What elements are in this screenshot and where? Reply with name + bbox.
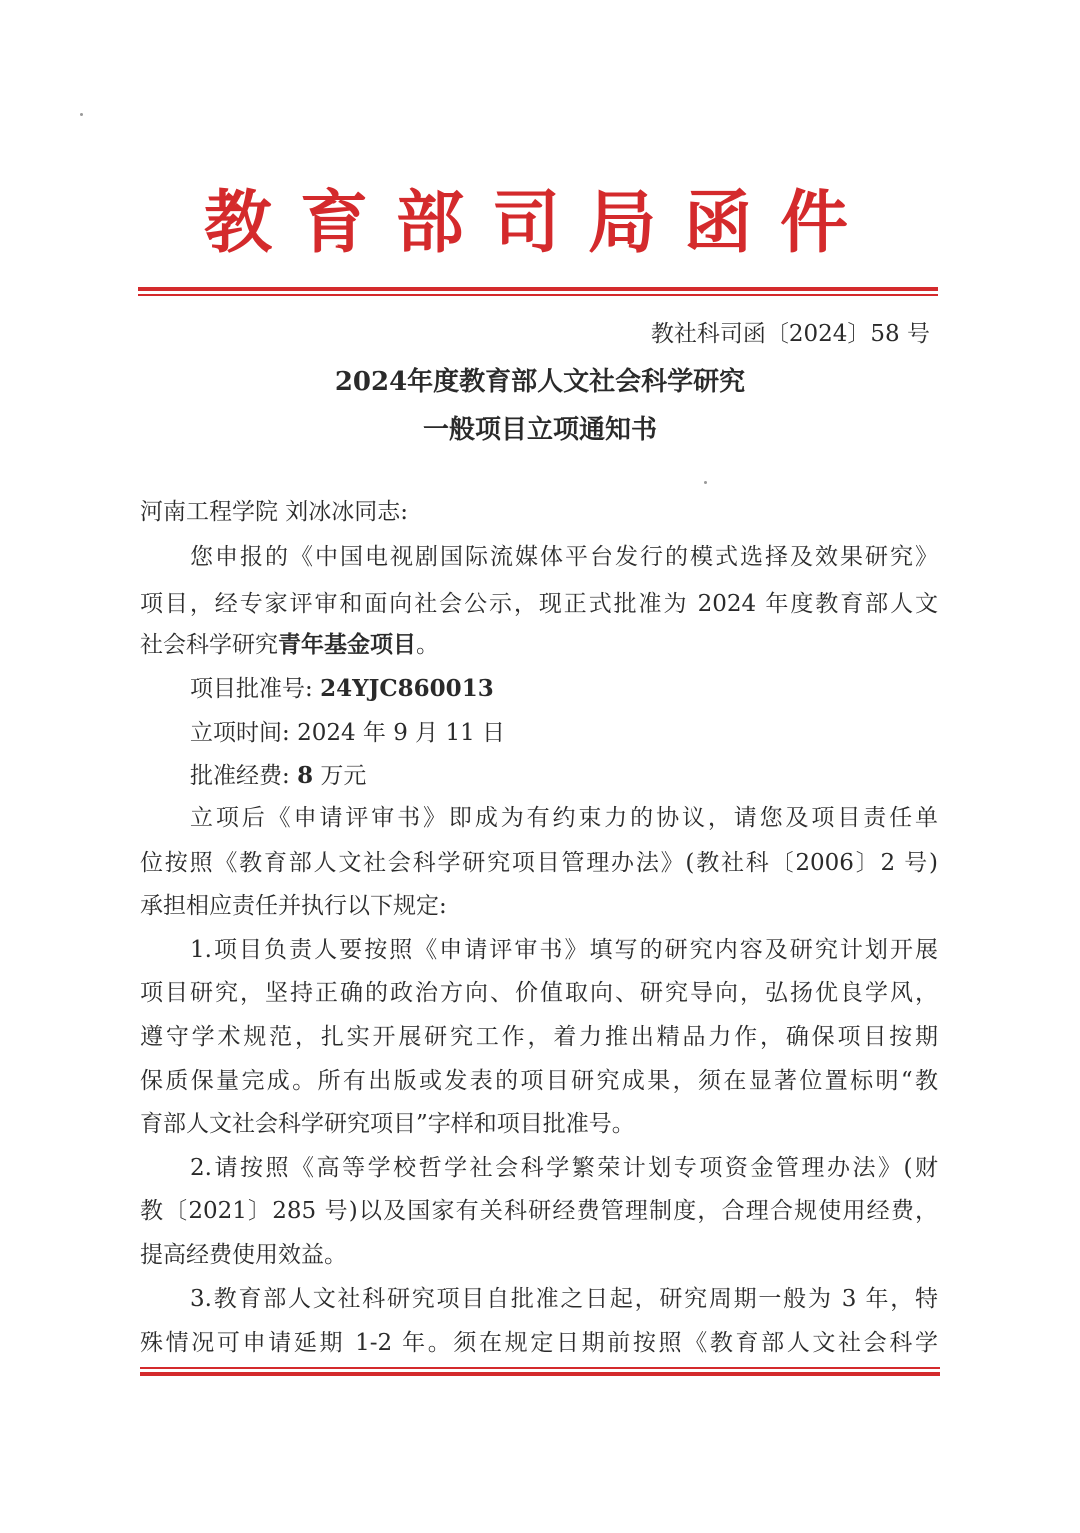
body-line: 3.教育部人文社科研究项目自批准之日起，研究周期一般为 3 年，特 <box>190 1286 938 1312</box>
body-line: 项目，经专家评审和面向社会公示，现正式批准为 2024 年度教育部人文 <box>140 591 938 617</box>
approval-number-value: 24YJC860013 <box>320 675 494 702</box>
notice-title-line-2: 一般项目立项通知书 <box>422 415 657 445</box>
body-line: 位按照《教育部人文社会科学研究项目管理办法》(教社科〔2006〕2 号) <box>140 850 938 876</box>
body-line: 项目研究，坚持正确的政治方向、价值取向、研究导向，弘扬优良学风， <box>140 980 938 1006</box>
body-line: 立项后《申请评审书》即成为有约束力的协议，请您及项目责任单 <box>190 805 938 831</box>
body-line: 2.请按照《高等学校哲学社会科学繁荣计划专项资金管理办法》(财 <box>190 1155 938 1181</box>
document-number: 教社科司函〔2024〕58 号 <box>650 321 930 347</box>
letterhead-rule-top <box>138 287 938 299</box>
approval-date-value: 2024 年 9 月 11 日 <box>297 720 506 746</box>
body-line: 保质保量完成。所有出版或发表的项目研究成果，须在显著位置标明“教 <box>140 1068 938 1094</box>
letterhead-title: 教育部司局函件 <box>203 183 876 263</box>
addressee: 河南工程学院 刘冰冰同志: <box>140 499 409 525</box>
body-line: 育部人文社会科学研究项目”字样和项目批准号。 <box>140 1111 635 1137</box>
approval-date-label: 立项时间: <box>190 720 290 746</box>
notice-title <box>140 358 940 454</box>
body-line: 您申报的《中国电视剧国际流媒体平台发行的模式选择及效果研究》 <box>190 544 938 570</box>
body-line: 教〔2021〕285 号)以及国家有关科研经费管理制度，合理合规使用经费， <box>140 1198 938 1224</box>
funding-value: 8 <box>297 762 314 789</box>
funding-row <box>190 758 938 794</box>
approval-number-label: 项目批准号: <box>190 676 313 702</box>
funding-label: 批准经费: <box>190 763 290 789</box>
notice-title-line-1: 2024年度教育部人文社会科学研究 <box>334 367 746 397</box>
body-line: 殊情况可申请延期 1-2 年。须在规定日期前按照《教育部人文社会科学 <box>140 1330 938 1356</box>
body-line: 承担相应责任并执行以下规定: <box>140 893 447 919</box>
body-text: 社会科学研究 <box>140 632 278 658</box>
body-line: 提高经费使用效益。 <box>140 1242 347 1268</box>
funding-unit: 万元 <box>320 763 367 789</box>
project-category: 青年基金项目 <box>278 631 416 658</box>
body-line: 1.项目负责人要按照《申请评审书》填写的研究内容及研究计划开展 <box>190 937 938 963</box>
letterhead-rule-bottom <box>140 1367 940 1379</box>
approval-number-row <box>190 671 938 707</box>
scan-speck <box>80 113 83 116</box>
scan-speck <box>704 481 707 484</box>
approval-date-row <box>190 715 938 751</box>
body-line <box>140 627 938 663</box>
body-text: 。 <box>416 632 439 658</box>
body-line: 遵守学术规范，扎实开展研究工作，着力推出精品力作，确保项目按期 <box>140 1024 938 1050</box>
